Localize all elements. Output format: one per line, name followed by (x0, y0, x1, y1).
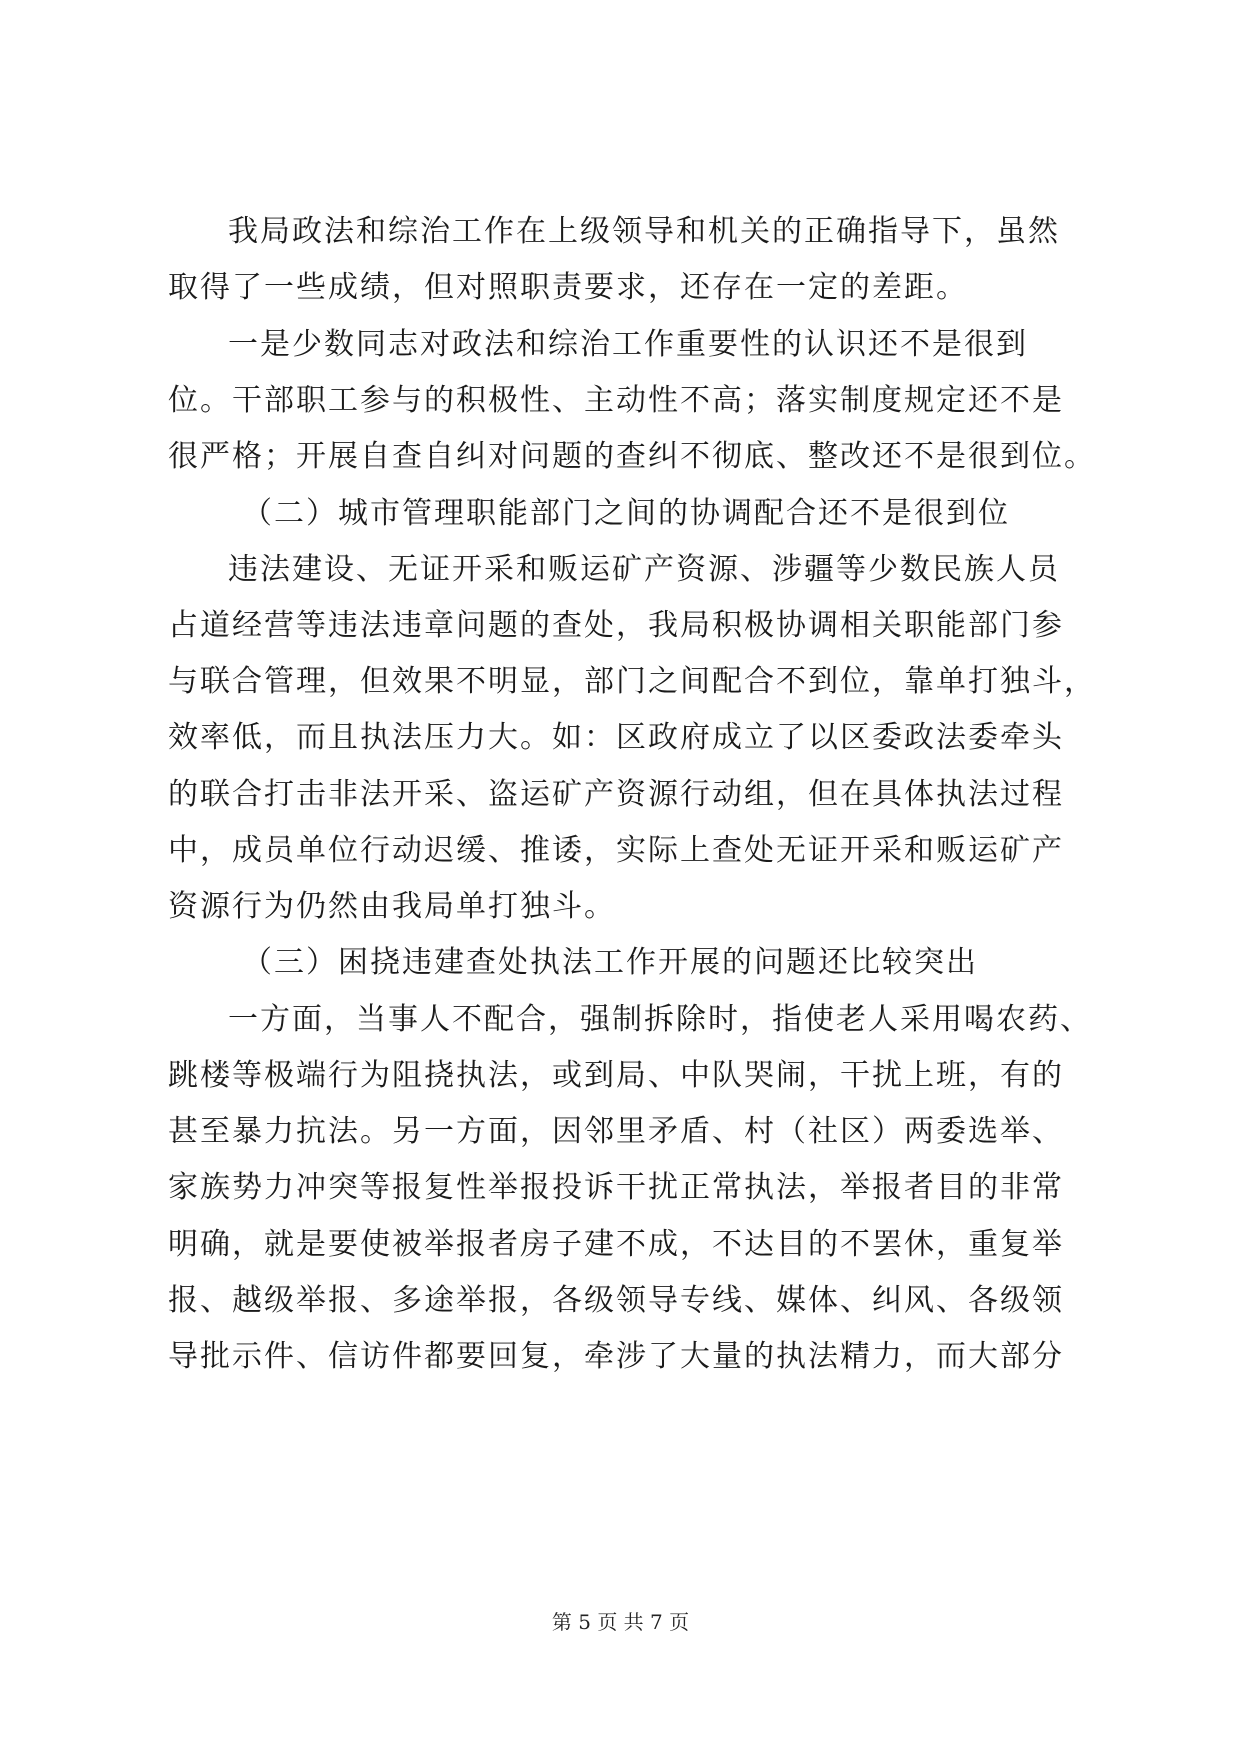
paragraph-2-line-3: 很严格；开展自查自纠对问题的查纠不彻底、整改还不是很到位。 (168, 439, 1096, 474)
paragraph-4-line-5: 明确，就是要使被举报者房子建不成，不达目的不罢休，重复举 (168, 1227, 1064, 1262)
section-heading-3: （三）困挠违建查处执法工作开展的问题还比较突出 (242, 945, 978, 980)
paragraph-3-line-5: 的联合打击非法开采、盗运矿产资源行动组，但在具体执法过程 (168, 777, 1064, 812)
paragraph-4-line-4: 家族势力冲突等报复性举报投诉干扰正常执法，举报者目的非常 (168, 1170, 1064, 1205)
section-heading-2: （二）城市管理职能部门之间的协调配合还不是很到位 (242, 496, 1010, 531)
paragraph-3-line-2: 占道经营等违法违章问题的查处，我局积极协调相关职能部门参 (168, 608, 1064, 643)
paragraph-3-line-4: 效率低，而且执法压力大。如：区政府成立了以区委政法委牵头 (168, 720, 1064, 755)
paragraph-4-line-3: 甚至暴力抗法。另一方面，因邻里矛盾、村（社区）两委选举、 (168, 1114, 1064, 1149)
paragraph-4-line-7: 导批示件、信访件都要回复，牵涉了大量的执法精力，而大部分 (168, 1339, 1064, 1374)
paragraph-3-line-3: 与联合管理，但效果不明显，部门之间配合不到位，靠单打独斗， (168, 664, 1096, 699)
paragraph-2-line-1: 一是少数同志对政法和综治工作重要性的认识还不是很到 (228, 327, 1028, 362)
paragraph-1-line-1: 我局政法和综治工作在上级领导和机关的正确指导下，虽然 (228, 214, 1060, 249)
paragraph-3-line-1: 违法建设、无证开采和贩运矿产资源、涉疆等少数民族人员 (228, 552, 1060, 587)
paragraph-2-line-2: 位。干部职工参与的积极性、主动性不高；落实制度规定还不是 (168, 383, 1064, 418)
paragraph-3-line-6: 中，成员单位行动迟缓、推诿，实际上查处无证开采和贩运矿产 (168, 833, 1064, 868)
paragraph-4-line-2: 跳楼等极端行为阻挠执法，或到局、中队哭闹，干扰上班，有的 (168, 1058, 1064, 1093)
paragraph-4-line-6: 报、越级举报、多途举报，各级领导专线、媒体、纠风、各级领 (168, 1283, 1064, 1318)
paragraph-4-line-1: 一方面，当事人不配合，强制拆除时，指使老人采用喝农药、 (228, 1002, 1092, 1037)
paragraph-3-line-7: 资源行为仍然由我局单打独斗。 (168, 889, 616, 924)
paragraph-1-line-2: 取得了一些成绩，但对照职责要求，还存在一定的差距。 (168, 270, 968, 305)
page-number-footer: 第 5 页 共 7 页 (551, 1610, 690, 1634)
